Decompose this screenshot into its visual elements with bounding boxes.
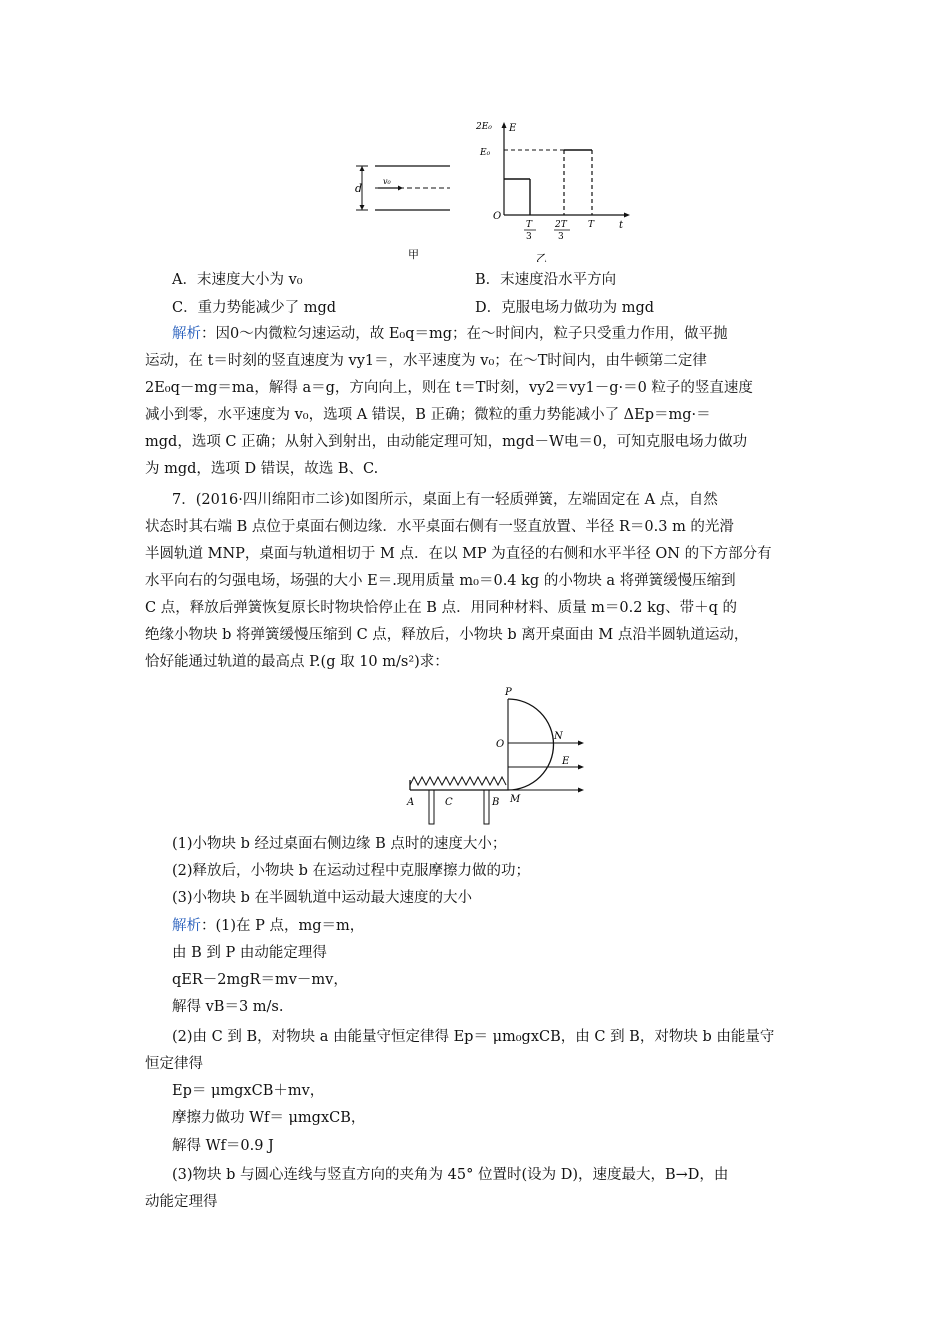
figure-1 — [340, 112, 640, 262]
option-b: B．末速度沿水平方向 — [475, 272, 617, 288]
solution7-line-4: 解得 vB＝3 m/s. — [172, 999, 284, 1015]
problem7-line-4: 水平向右的匀强电场，场强的大小 E＝.现用质量 m₀＝0.4 kg 的小物块 a 将弹簧缓慢压缩到 — [145, 573, 736, 589]
tick-t3-num: T — [526, 220, 533, 230]
solution-label: 解析 — [172, 918, 201, 934]
question-1: (1)小物块 b 经过桌面右侧边缘 B 点时的速度大小； — [172, 836, 507, 852]
label-2e0: 2E₀ — [476, 122, 492, 132]
table-leg-right — [484, 790, 489, 824]
tick-2t3-num: 2T — [555, 220, 567, 230]
problem7-line-7: 恰好能通过轨道的最高点 P.(g 取 10 m/s²)求： — [145, 654, 449, 670]
solution7-line-10: (3)物块 b 与圆心连线与竖直方向的夹角为 45° 位置时(设为 D)，速度最大，B→D，由 — [172, 1167, 729, 1183]
figure-1-left — [355, 166, 450, 261]
e-axis-arrowhead — [502, 122, 507, 128]
origin-label: O — [493, 211, 502, 222]
solution7-line-1: 解析：(1)在 P 点，mg＝m， — [172, 918, 365, 934]
problem7-line-6: 绝缘小物块 b 将弹簧缓慢压缩到 C 点，释放后，小物块 b 离开桌面由 M 点沿半圆轨道运动， — [145, 627, 749, 643]
spring — [410, 777, 506, 785]
caption-jia: 甲 — [408, 248, 419, 261]
analysis-label: 解析 — [172, 326, 201, 342]
axis-label-t: t — [619, 220, 624, 231]
velocity-arrowhead — [398, 186, 403, 191]
tick-t3-den: 3 — [526, 232, 532, 242]
label-a: A — [407, 797, 415, 808]
label-c: C — [445, 797, 453, 808]
axis-label-e: E — [509, 123, 517, 134]
solution7-line-5: (2)由 C 到 B，对物块 a 由能量守恒定律得 Ep＝ μm₀gxCB，由 C 到 B，对物块 b 由能量守 — [172, 1029, 775, 1045]
label-v0: v₀ — [383, 177, 391, 186]
solution7-line-2: 由 B 到 P 由动能定理得 — [172, 945, 327, 961]
problem7-line-5: C 点，释放后弹簧恢复原长时物块恰停止在 B 点．用同种材料、质量 m＝0.2 kg、带＋q 的 — [145, 600, 738, 616]
problem7-line-2: 状态时其右端 B 点位于桌面右侧边缘．水平桌面右侧有一竖直放置、半径 R＝0.3 m 的光滑 — [145, 519, 734, 535]
label-e0: E₀ — [480, 148, 491, 158]
analysis6-line-4: 减小到零，水平速度为 v₀，选项 A 错误，B 正确；微粒的重力势能减小了 ΔEp＝mg·＝ — [145, 407, 711, 423]
label-b: B — [492, 797, 500, 808]
solution7-line-11: 动能定理得 — [145, 1194, 218, 1210]
semicircle-track — [508, 699, 554, 790]
caption-yi: 乙 — [536, 252, 547, 262]
option-c: C．重力势能减少了 mgd — [172, 300, 337, 316]
label-m: M — [510, 794, 521, 805]
analysis6-line-2: 运动，在 t＝时刻的竖直速度为 vy1＝，水平速度为 v₀；在～T时间内，由牛顿第二定律 — [145, 353, 707, 369]
question-3: (3)小物块 b 在半圆轨道中运动最大速度的大小 — [172, 890, 473, 906]
analysis6-line-1: 解析：因0～内微粒匀速运动，故 E₀q＝mg；在～时间内，粒子只受重力作用，做平抛 — [172, 326, 728, 342]
solution7-line-3: qER－2mgR＝mv－mv， — [172, 972, 348, 988]
solution7-line-9: 解得 Wf＝0.9 J — [172, 1138, 274, 1154]
question-2: (2)释放后，小物块 b 在运动过程中克服摩擦力做的功； — [172, 863, 531, 879]
problem7-line-3: 半圆轨道 MNP，桌面与轨道相切于 M 点．在以 MP 为直径的右侧和水平半径 ON 的下方部分有 — [145, 546, 772, 562]
label-e: E — [562, 756, 570, 767]
label-n: N — [554, 731, 563, 742]
table-leg-left — [429, 790, 434, 824]
analysis6-line-3: 2E₀q－mg＝ma，解得 a＝g，方向向上，则在 t＝T时刻，vy2＝vy1－g·＝0 粒子的竖直速度 — [145, 380, 753, 396]
label-o: O — [496, 739, 505, 750]
tick-2t3-den: 3 — [558, 232, 564, 242]
solution7-line-6: 恒定律得 — [145, 1056, 203, 1072]
tick-t: T — [588, 220, 595, 230]
option-d: D．克服电场力做功为 mgd — [475, 300, 655, 316]
analysis6-line-6: 为 mgd，选项 D 错误，故选 B、C. — [145, 461, 379, 477]
analysis6-line-5: mgd，选项 C 正确；从射入到射出，由动能定理可知，mgd－W电＝0，可知克服电场力做功 — [145, 434, 748, 450]
option-a: A．末速度大小为 v₀ — [172, 272, 303, 288]
t-axis-arrowhead — [624, 213, 630, 218]
figure-1-right — [475, 122, 630, 262]
label-d: d — [355, 182, 363, 195]
label-p: P — [505, 687, 512, 698]
problem7-line-1: 7．(2016·四川绵阳市二诊)如图所示，桌面上有一轻质弹簧，左端固定在 A 点，自然 — [172, 492, 718, 508]
solution7-line-8: 摩擦力做功 Wf＝ μmgxCB， — [172, 1110, 366, 1126]
solution7-line-7: Ep＝ μmgxCB＋mv， — [172, 1083, 325, 1099]
figure-2 — [396, 684, 596, 830]
